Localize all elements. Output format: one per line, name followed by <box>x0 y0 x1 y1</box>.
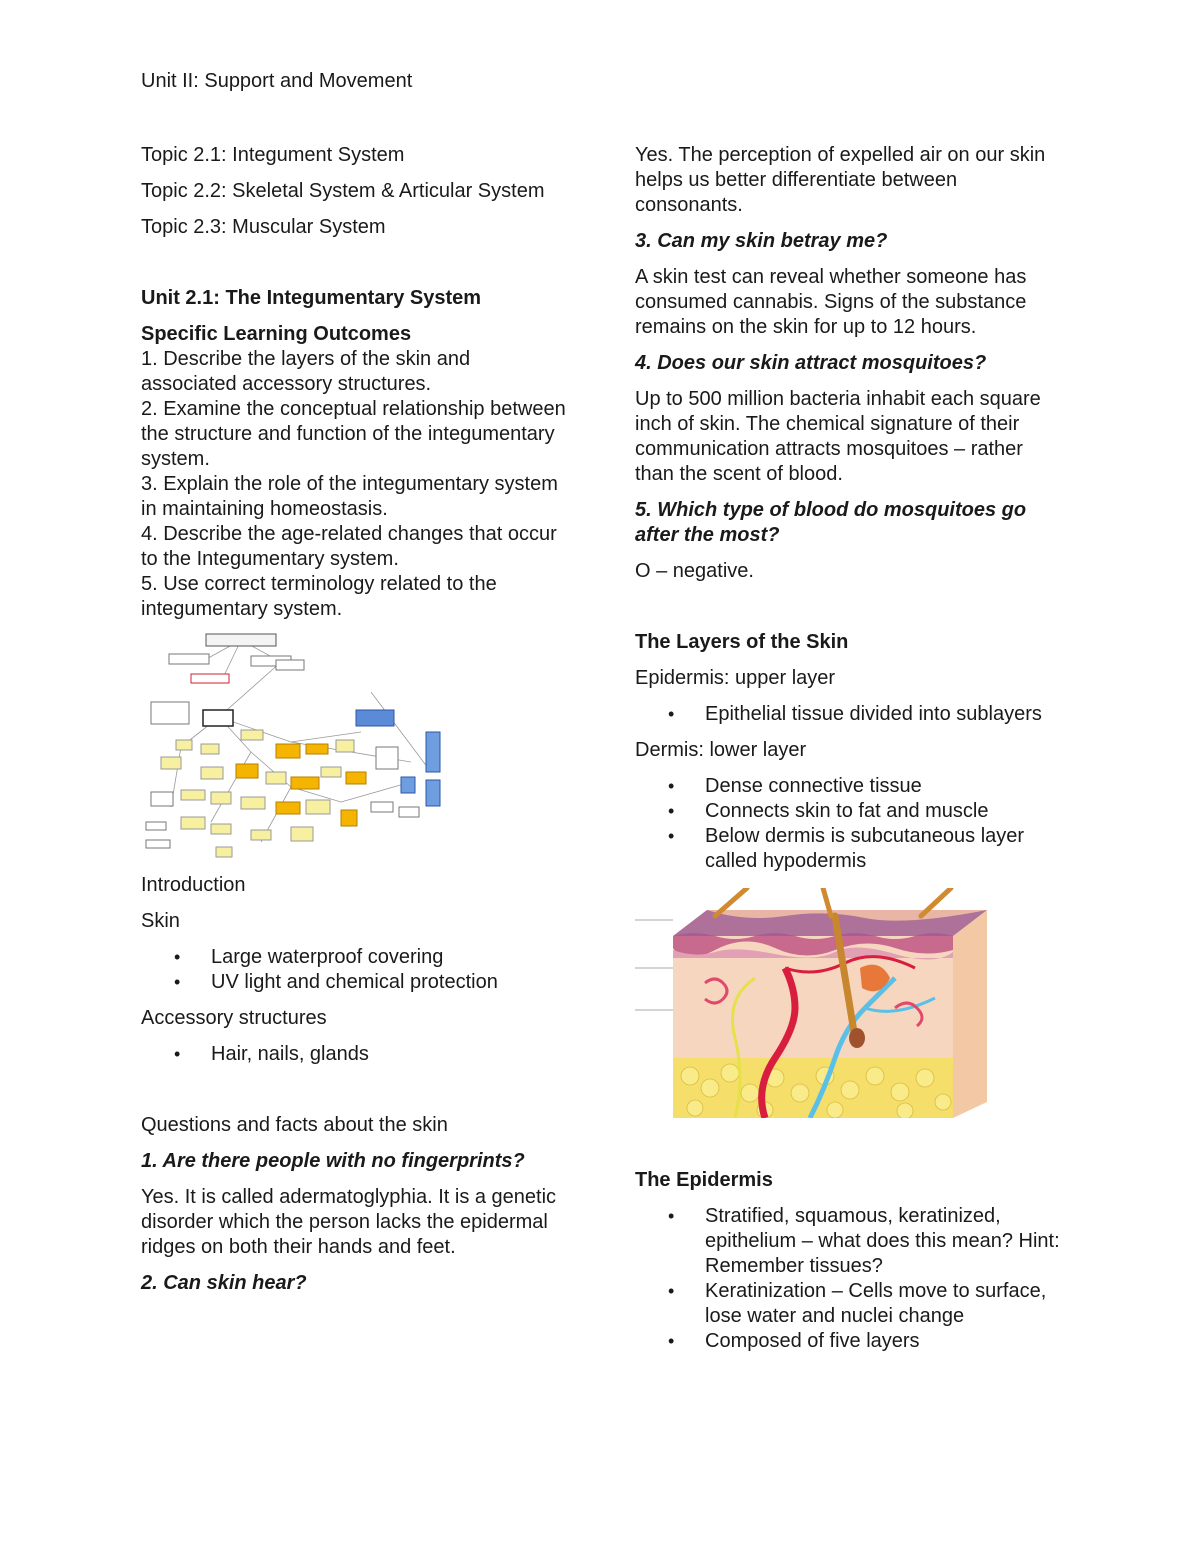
accessory-label: Accessory structures <box>141 1007 327 1029</box>
skin-label: Skin <box>141 910 180 932</box>
unit-heading: Unit 2.1: The Integumentary System <box>141 287 482 309</box>
introduction-heading: Introduction <box>141 874 246 896</box>
question-1: 1. Are there people with no fingerprints? <box>141 1150 525 1172</box>
answer-3: A skin test can reveal whether someone has consumed cannabis. Signs of the substance remains on the skin for up to 12 hours. <box>635 266 1027 338</box>
list-item: • Composed of five layers <box>705 1329 1065 1354</box>
question-4: 4. Does our skin attract mosquitoes? <box>635 352 987 374</box>
skin-list <box>141 945 571 995</box>
question-3: 3. Can my skin betray me? <box>635 230 888 252</box>
outcome-item: 3. Explain the role of the integumentary system in maintaining homeostasis. <box>141 473 558 520</box>
answer-2: Yes. The perception of expelled air on our skin helps us better differentiate between consonants. <box>635 144 1046 216</box>
outcome-item: 4. Describe the age-related changes that occur to the Integumentary system. <box>141 523 557 570</box>
list-item: • Keratinization – Cells move to surface, lose water and nuclei change <box>705 1279 1065 1329</box>
question-2: 2. Can skin hear? <box>141 1272 307 1294</box>
page-header: Unit II: Support and Movement <box>141 70 413 92</box>
epidermis-label: Epidermis: upper layer <box>635 667 836 689</box>
questions-heading: Questions and facts about the skin <box>141 1114 448 1136</box>
right-column <box>635 143 1065 1354</box>
list-item: • Connects skin to fat and muscle <box>705 799 1065 824</box>
dermis-list <box>635 774 1065 874</box>
list-item: • Large waterproof covering <box>211 945 571 970</box>
answer-1: Yes. It is called adermatoglyphia. It is a genetic disorder which the person lacks the epidermal ridges on both their hands and feet. <box>141 1186 557 1258</box>
list-item: • Epithelial tissue divided into sublayers <box>705 702 1065 727</box>
answer-4: Up to 500 million bacteria inhabit each square inch of skin. The chemical signature of their communication attracts mosquitoes – rather than the scent of blood. <box>635 388 1041 485</box>
list-item: • Below dermis is subcutaneous layer called hypodermis <box>705 824 1065 874</box>
outcomes-heading: Specific Learning Outcomes <box>141 323 412 345</box>
list-item: • Dense connective tissue <box>705 774 1065 799</box>
topic-item: Topic 2.1: Integument System <box>141 144 405 166</box>
topic-item: Topic 2.3: Muscular System <box>141 216 386 238</box>
topic-item: Topic 2.2: Skeletal System & Articular System <box>141 180 545 202</box>
accessory-list <box>141 1042 571 1067</box>
skin-cross-section-figure <box>635 888 990 1118</box>
epidermis-detail-list <box>635 1204 1065 1354</box>
dermis-label: Dermis: lower layer <box>635 739 807 761</box>
list-item: • Hair, nails, glands <box>211 1042 571 1067</box>
outcome-item: 5. Use correct terminology related to the integumentary system. <box>141 573 497 620</box>
list-item: • UV light and chemical protection <box>211 970 571 995</box>
epidermis-list <box>635 702 1065 727</box>
layers-heading: The Layers of the Skin <box>635 631 849 653</box>
question-5: 5. Which type of blood do mosquitoes go after the most? <box>635 499 1027 546</box>
left-column <box>141 143 571 1296</box>
epidermis-heading: The Epidermis <box>635 1169 773 1191</box>
concept-map-figure <box>141 632 451 860</box>
answer-5: O – negative. <box>635 560 754 582</box>
outcome-item: 2. Examine the conceptual relationship between the structure and function of the integumentary system. <box>141 398 566 470</box>
outcome-item: 1. Describe the layers of the skin and associated accessory structures. <box>141 348 471 395</box>
list-item: • Stratified, squamous, keratinized, epithelium – what does this mean? Hint: Remember tissues? <box>705 1204 1065 1279</box>
